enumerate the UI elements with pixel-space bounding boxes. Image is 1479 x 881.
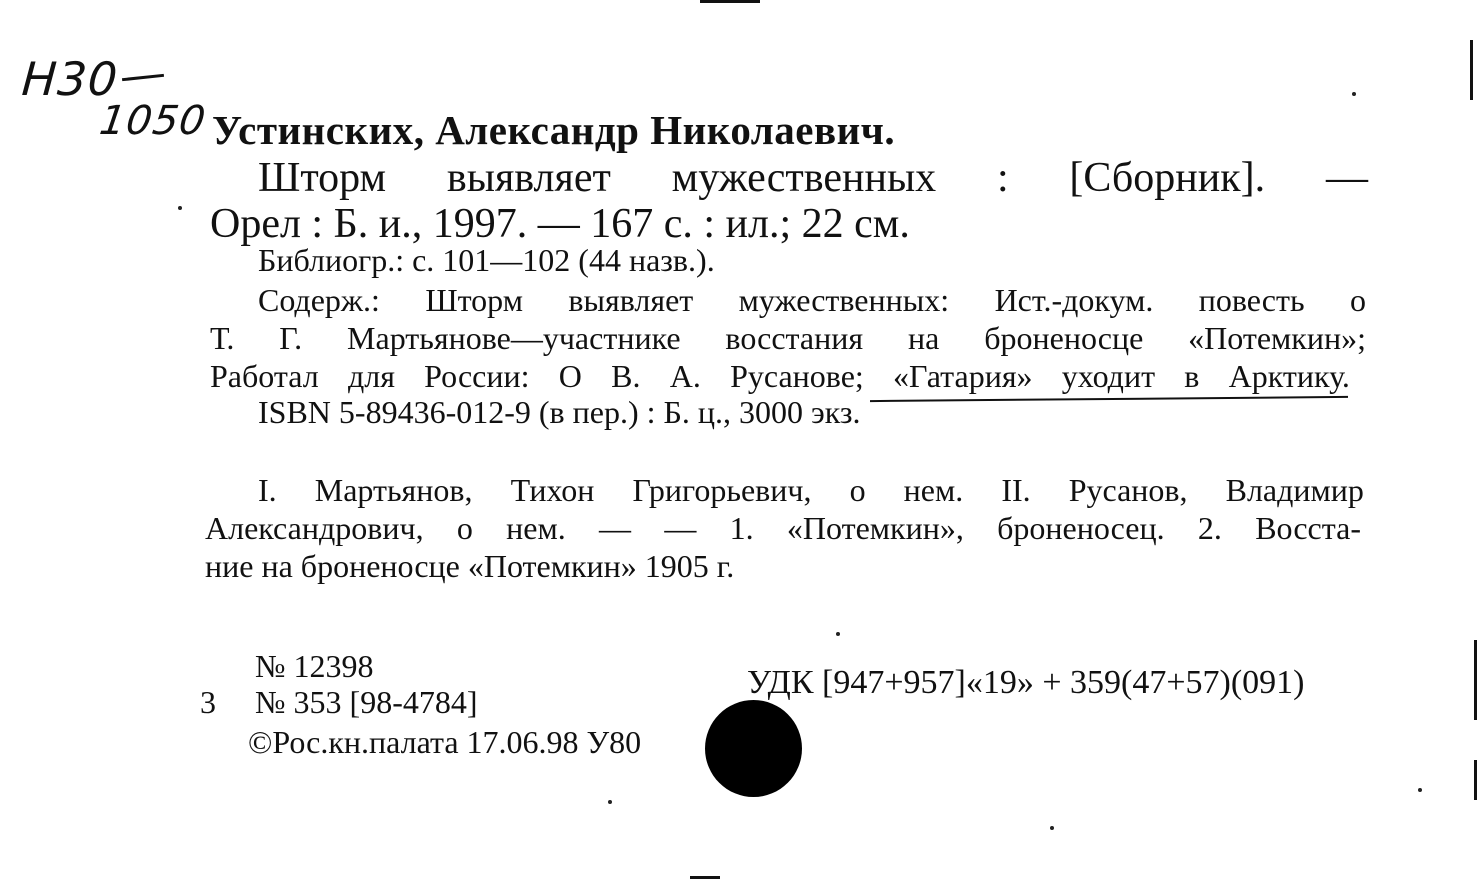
registration-number: № 12398 <box>255 648 374 684</box>
title-line-1: Шторм выявляет мужественных : [Сборник]. — <box>258 155 1368 201</box>
handwritten-call-number-bottom: 1050 <box>96 98 210 144</box>
bibliography-note: Библиогр.: с. 101—102 (44 назв.). <box>258 242 715 278</box>
scan-edge-mark <box>700 0 760 3</box>
subject-line-2: Александрович, о нем. — — 1. «Потемкин», броненосец. 2. Восста- <box>205 510 1361 546</box>
scan-speck <box>178 206 182 210</box>
scan-edge-mark <box>690 876 720 879</box>
scan-speck <box>836 632 840 636</box>
handwritten-call-number-top: Н30 <box>20 52 121 106</box>
punch-hole <box>705 700 802 797</box>
isbn-line: ISBN 5-89436-012-9 (в пер.) : Б. ц., 3000 экз. <box>258 394 861 430</box>
copyright-line: ©Рос.кн.палата 17.06.98 У80 <box>248 724 642 760</box>
scan-edge-mark <box>1474 640 1477 720</box>
contents-line-1: Содерж.: Шторм выявляет мужественных: Ист.-докум. повесть о <box>258 282 1366 318</box>
author-heading: Устинских, Александр Николаевич. <box>212 107 896 153</box>
contents-line-3: Работал для России: О В. А. Русанове; «Гатария» уходит в Арктику. <box>210 358 1350 394</box>
handwritten-underline <box>870 396 1348 402</box>
handwritten-dash <box>122 74 164 81</box>
card-count-digit: 3 <box>200 684 216 720</box>
scan-speck <box>608 800 612 804</box>
scan-speck <box>1050 826 1054 830</box>
scan-edge-mark <box>1474 760 1477 800</box>
scan-speck <box>1418 788 1422 792</box>
subject-line-3: ние на броненосце «Потемкин» 1905 г. <box>205 548 735 584</box>
contents-line-2: Т. Г. Мартьянове—участнике восстания на броненосце «Потемкин»; <box>210 320 1366 356</box>
title-line-2: Орел : Б. и., 1997. — 167 с. : ил.; 22 см. <box>210 201 910 247</box>
udk-classification: УДК [947+957]«19» + 359(47+57)(091) <box>747 664 1305 701</box>
scan-edge-mark <box>1470 40 1473 100</box>
scan-speck <box>1352 92 1356 96</box>
subject-line-1: I. Мартьянов, Тихон Григорьевич, о нем. II. Русанов, Владимир <box>258 472 1364 508</box>
card-number: № 353 [98-4784] <box>255 684 478 720</box>
